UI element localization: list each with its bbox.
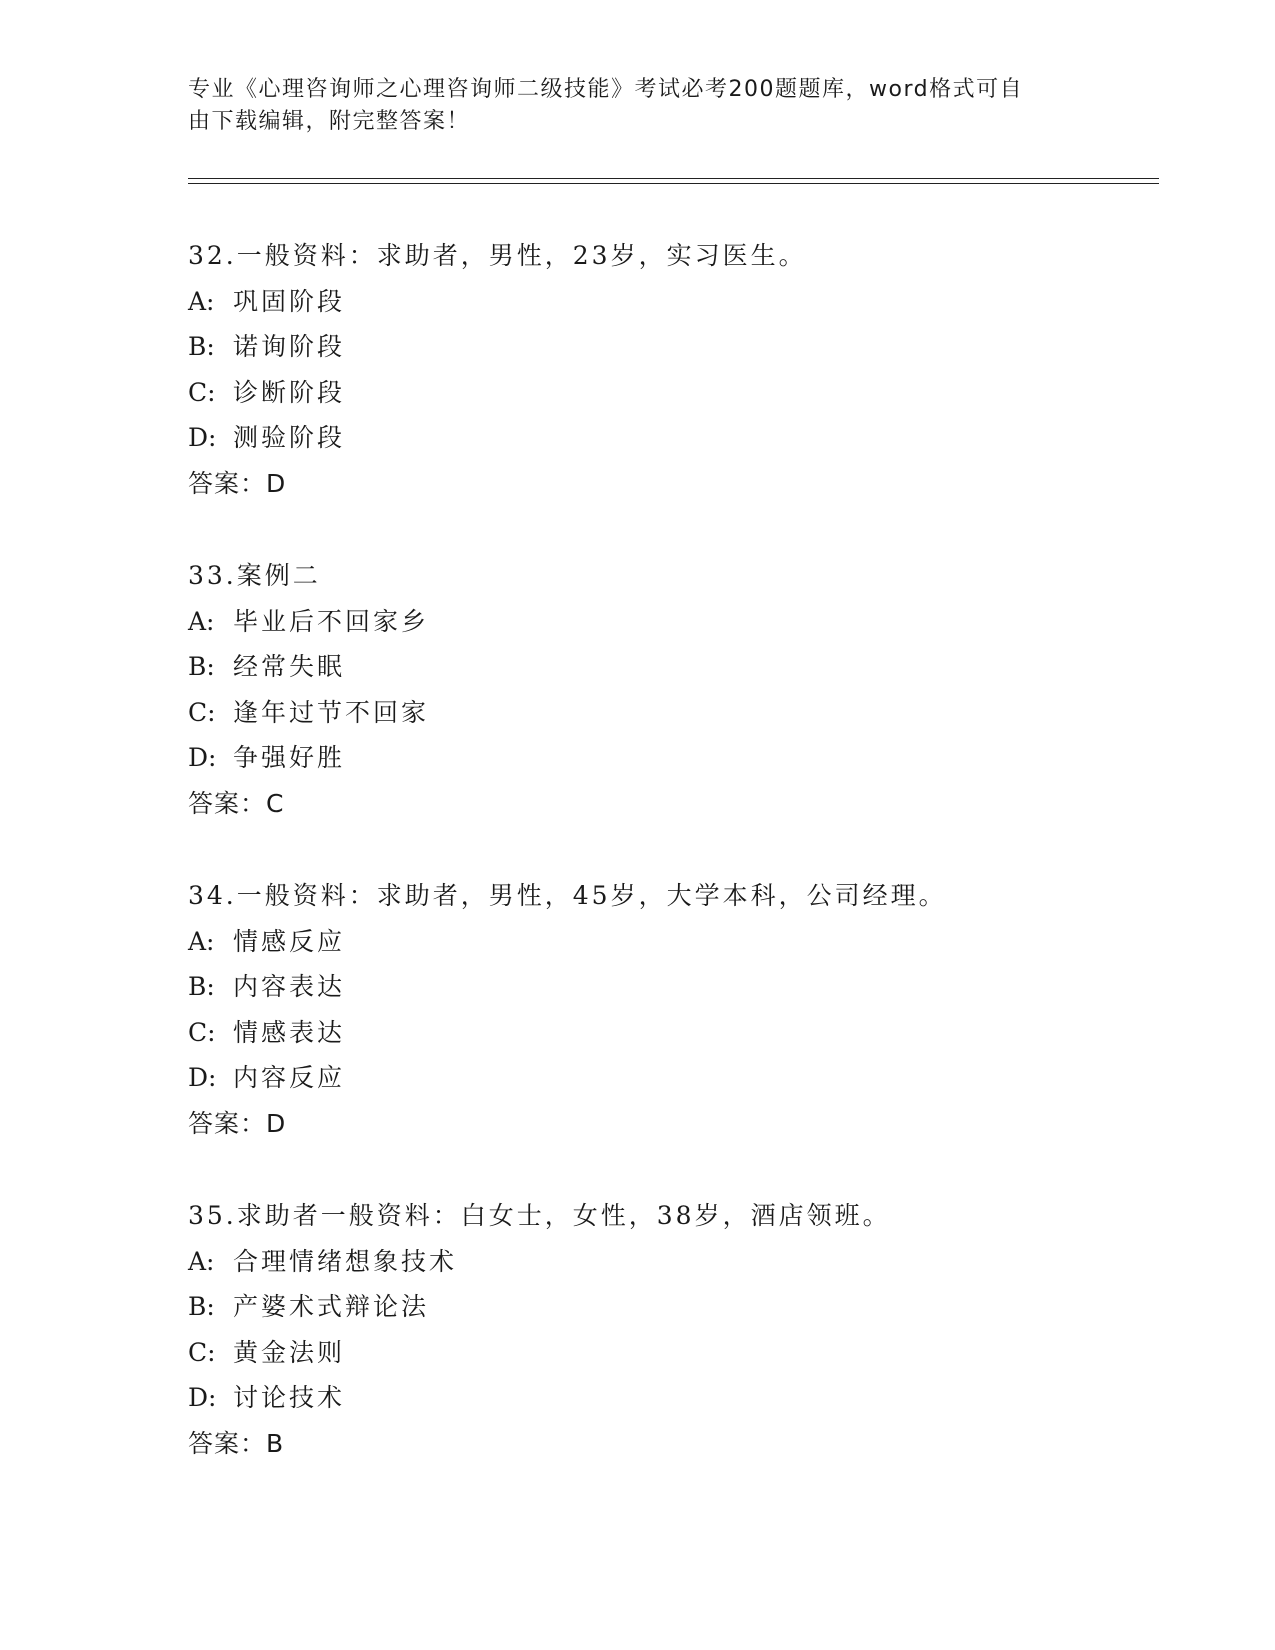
option-letter: C: xyxy=(188,697,216,727)
option-d xyxy=(188,1375,1168,1421)
option-letter: A: xyxy=(188,926,215,956)
header-line-2: 由下载编辑，附完整答案！ xyxy=(188,109,471,134)
option-letter: D: xyxy=(188,743,217,773)
question-block xyxy=(188,233,1168,507)
option-d xyxy=(188,735,1168,781)
option-a xyxy=(188,919,1168,965)
option-text: 情感反应 xyxy=(233,926,346,956)
option-text: 争强好胜 xyxy=(233,743,346,773)
option-c xyxy=(188,1010,1168,1056)
option-d xyxy=(188,415,1168,461)
option-b xyxy=(188,964,1168,1010)
question-stem: 34.一般资料：求助者，男性，45岁，大学本科，公司经理。 xyxy=(188,881,947,910)
option-text: 诺询阶段 xyxy=(233,332,346,362)
option-letter: A: xyxy=(188,286,215,316)
question-block xyxy=(188,1193,1168,1467)
header-line-1: 专业《心理咨询师之心理咨询师二级技能》考试必考200题题库，word格式可自 xyxy=(188,77,1024,102)
option-text: 内容表达 xyxy=(233,972,346,1002)
option-letter: C: xyxy=(188,1337,216,1367)
option-letter: C: xyxy=(188,1017,216,1047)
answer-line: 答案：B xyxy=(188,1428,285,1458)
option-text: 讨论技术 xyxy=(233,1383,346,1413)
option-text: 情感表达 xyxy=(233,1017,346,1047)
option-letter: A: xyxy=(188,606,215,636)
option-c xyxy=(188,370,1168,416)
question-block xyxy=(188,553,1168,827)
question-stem: 32.一般资料：求助者，男性，23岁，实习医生。 xyxy=(188,241,807,270)
option-a xyxy=(188,279,1168,325)
option-c xyxy=(188,690,1168,736)
option-letter: B: xyxy=(188,1292,215,1322)
option-a xyxy=(188,1239,1168,1285)
option-letter: D: xyxy=(188,1383,217,1413)
option-a xyxy=(188,599,1168,645)
answer-line: 答案：C xyxy=(188,788,285,818)
option-text: 合理情绪想象技术 xyxy=(233,1246,458,1276)
header-double-rule xyxy=(188,178,1159,184)
option-letter: B: xyxy=(188,972,215,1002)
answer-line: 答案：D xyxy=(188,1108,287,1138)
option-letter: D: xyxy=(188,423,217,453)
option-c xyxy=(188,1330,1168,1376)
option-d xyxy=(188,1055,1168,1101)
option-text: 测验阶段 xyxy=(233,423,346,453)
option-text: 产婆术式辩论法 xyxy=(233,1292,430,1322)
document-header xyxy=(188,74,1068,138)
option-b xyxy=(188,324,1168,370)
option-text: 内容反应 xyxy=(233,1063,346,1093)
answer-line: 答案：D xyxy=(188,468,287,498)
question-stem: 33.案例二 xyxy=(188,561,321,590)
question-stem: 35.求助者一般资料：白女士，女性，38岁，酒店领班。 xyxy=(188,1201,891,1230)
option-b xyxy=(188,644,1168,690)
question-block xyxy=(188,873,1168,1147)
option-letter: C: xyxy=(188,377,216,407)
option-text: 黄金法则 xyxy=(233,1337,346,1367)
option-letter: B: xyxy=(188,652,215,682)
option-b xyxy=(188,1284,1168,1330)
option-text: 经常失眠 xyxy=(233,652,346,682)
option-letter: D: xyxy=(188,1063,217,1093)
option-text: 毕业后不回家乡 xyxy=(233,606,430,636)
option-text: 诊断阶段 xyxy=(233,377,346,407)
option-letter: A: xyxy=(188,1246,215,1276)
option-letter: B: xyxy=(188,332,215,362)
option-text: 巩固阶段 xyxy=(233,286,346,316)
option-text: 逢年过节不回家 xyxy=(233,697,430,727)
